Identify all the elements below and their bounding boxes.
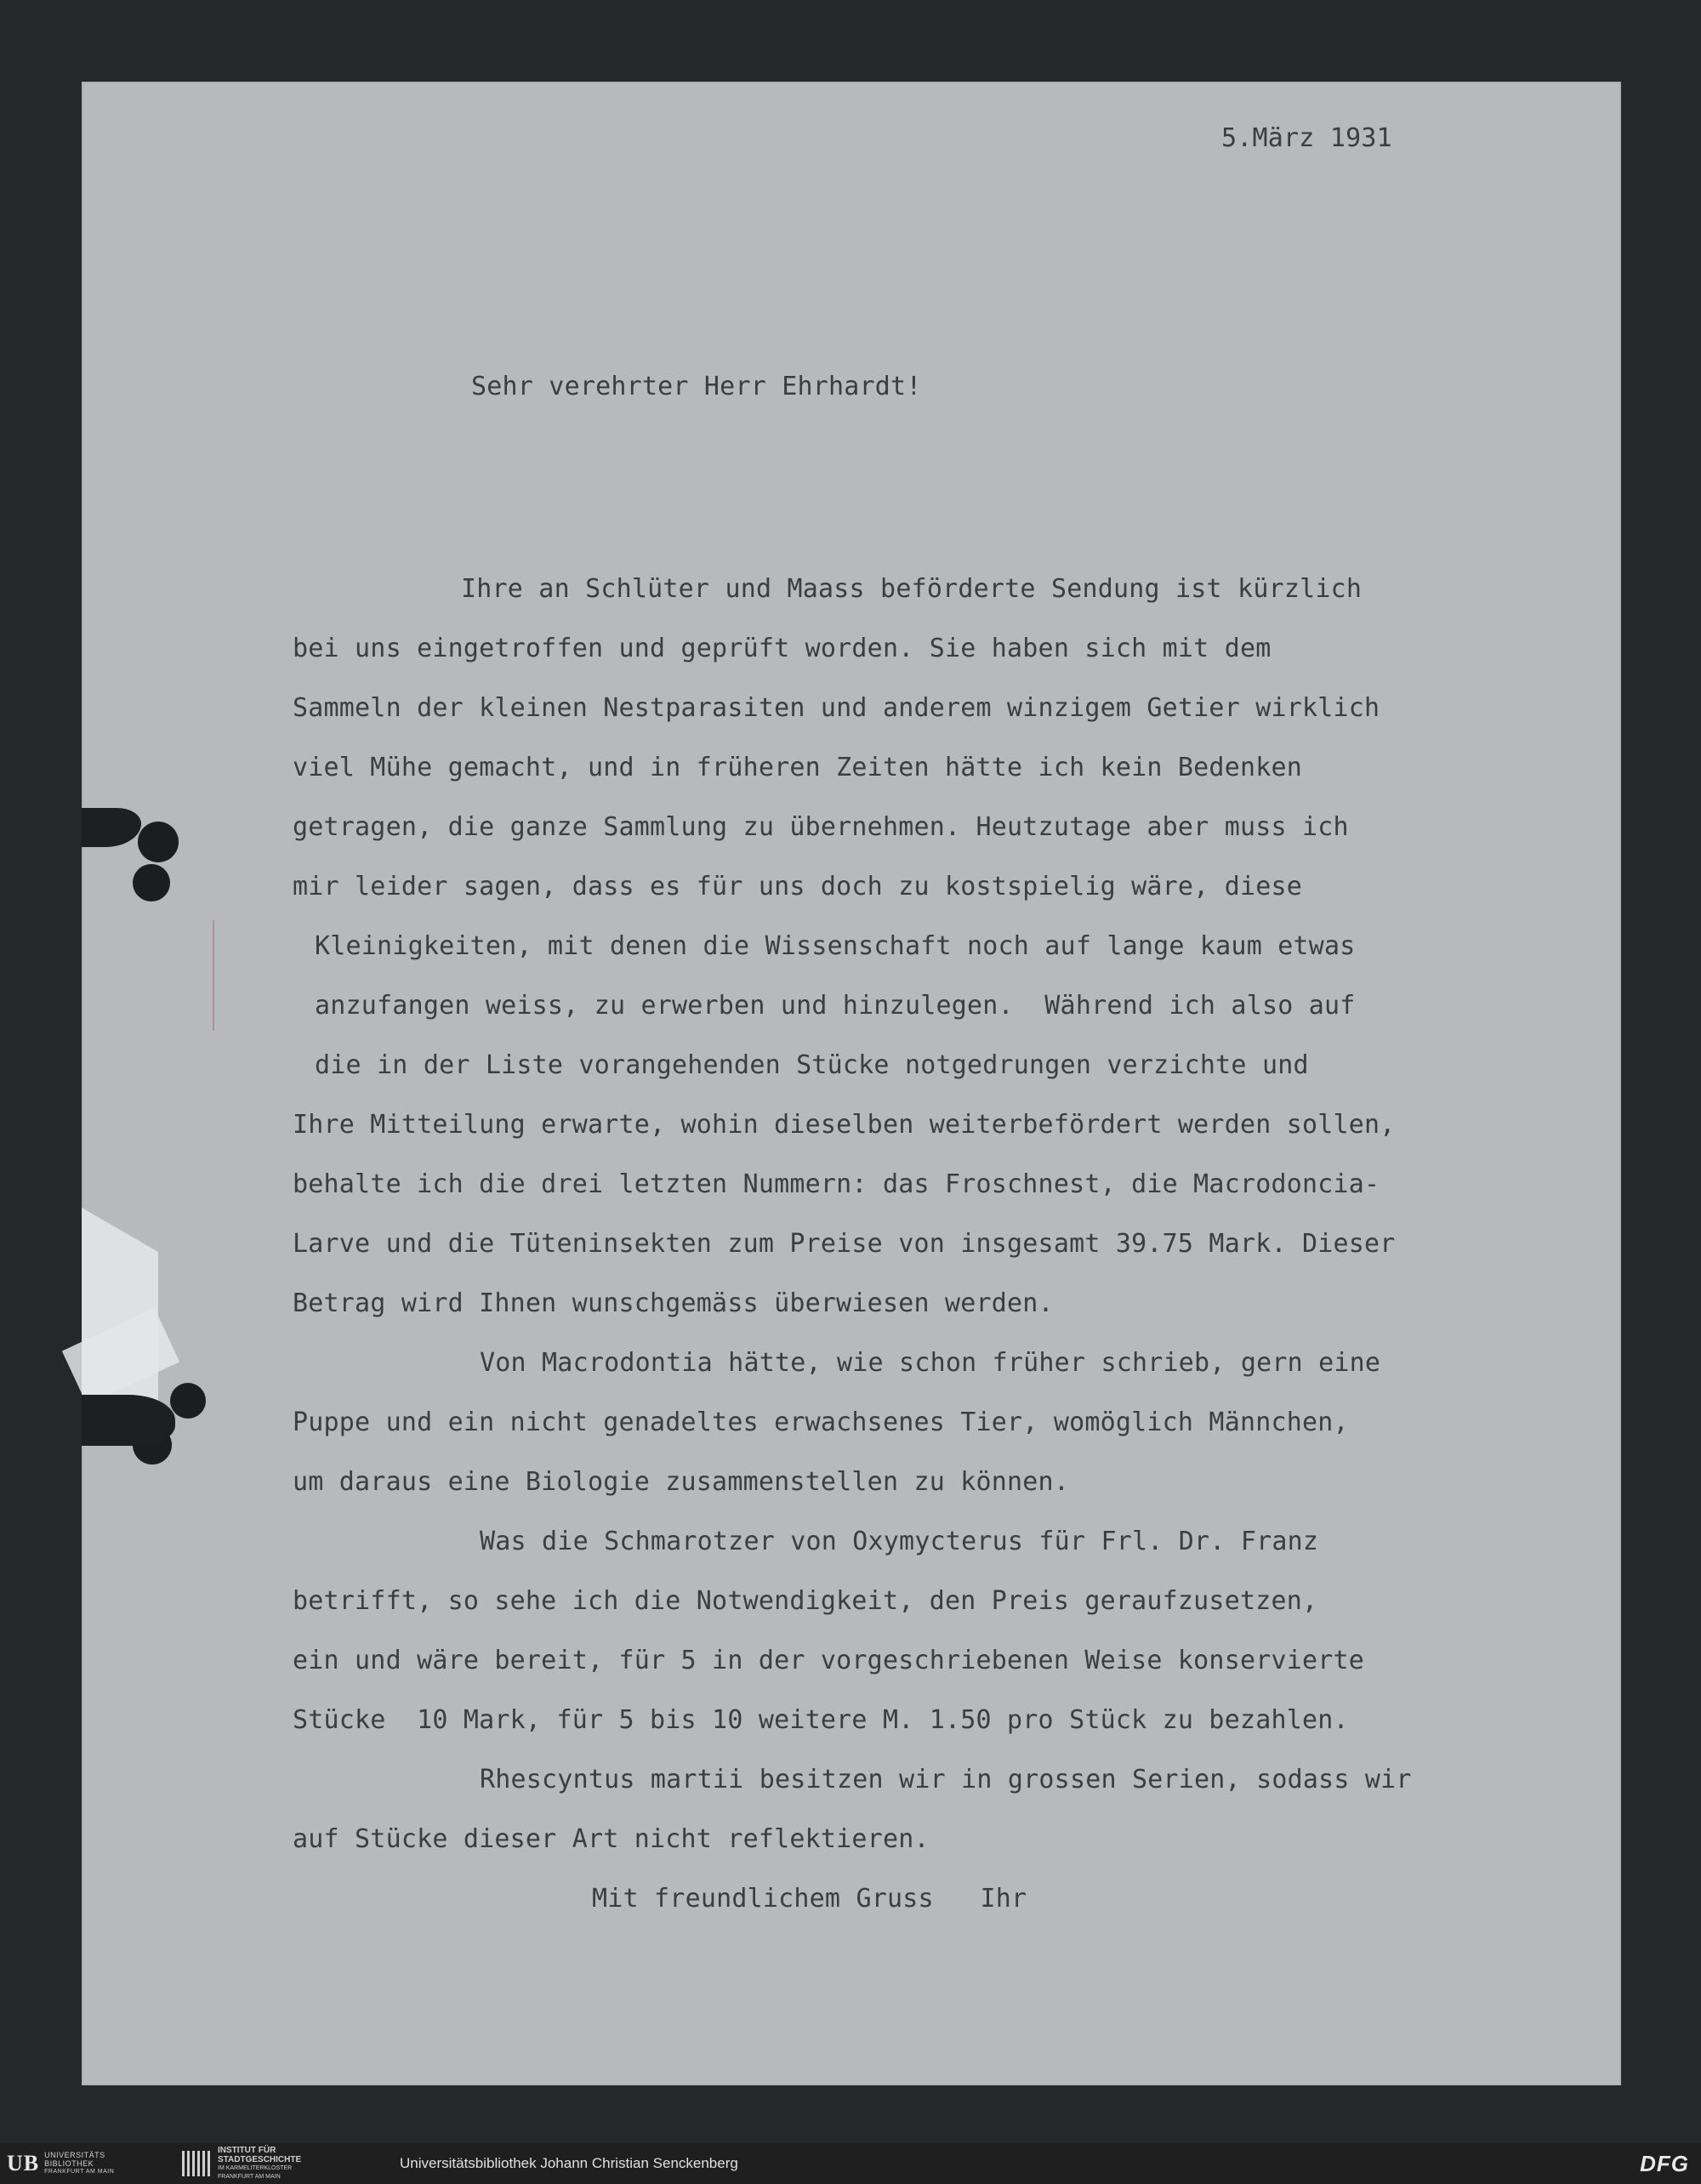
letter-line: Was die Schmarotzer von Oxymycterus für Frl. Dr. Franz bbox=[480, 1527, 1319, 1556]
letter-line: behalte ich die drei letzten Nummern: das Froschnest, die Macrodoncia- bbox=[293, 1169, 1380, 1199]
isg-text-line: STADTGESCHICHTE bbox=[218, 2155, 302, 2164]
letter-line: bei uns eingetroffen und geprüft worden. Sie haben sich mit dem bbox=[293, 634, 1271, 663]
letter-line: ein und wäre bereit, für 5 in der vorgeschriebenen Weise konservierte bbox=[293, 1646, 1365, 1675]
library-name: Universitätsbibliothek Johann Christian Senckenberg bbox=[400, 2155, 738, 2171]
isg-text-line: IM KARMELITERKLOSTER bbox=[218, 2165, 293, 2171]
ub-text-line: FRANKFURT AM MAIN bbox=[44, 2169, 115, 2175]
letter-line: betrifft, so sehe ich die Notwendigkeit, den Preis geraufzusetzen, bbox=[293, 1586, 1318, 1616]
margin-mark bbox=[213, 920, 214, 1031]
punch-hole-top bbox=[138, 822, 179, 862]
punch-hole-top-lower bbox=[133, 864, 170, 901]
ub-logo-text bbox=[44, 2151, 114, 2176]
isg-text-line: INSTITUT FÜR bbox=[218, 2146, 276, 2155]
letter-closing: Mit freundlichem Gruss Ihr bbox=[592, 1884, 1027, 1914]
ub-text-line: UNIVERSITÄTS bbox=[44, 2151, 105, 2159]
isg-columns-icon bbox=[182, 2151, 213, 2176]
punch-hole-bottom bbox=[170, 1383, 206, 1419]
footer-bar bbox=[0, 2143, 1701, 2184]
letter-line: Rhescyntus martii besitzen wir in grossen Serien, sodass wir bbox=[480, 1765, 1412, 1794]
isg-logo-text bbox=[218, 2146, 301, 2181]
isg-text-line: FRANKFURT AM MAIN bbox=[218, 2174, 281, 2180]
letter-line: Puppe und ein nicht genadeltes erwachsenes Tier, womöglich Männchen, bbox=[293, 1408, 1349, 1437]
isg-logo bbox=[182, 2148, 301, 2179]
letter-line: anzufangen weiss, zu erwerben und hinzulegen. Während ich also auf bbox=[315, 991, 1356, 1021]
ub-logo-mark: UB bbox=[7, 2151, 40, 2175]
dfg-logo: DFG bbox=[1640, 2151, 1689, 2176]
letter-salutation: Sehr verehrter Herr Ehrhardt! bbox=[471, 372, 922, 401]
letter-line: mir leider sagen, dass es für uns doch zu kostspielig wäre, diese bbox=[293, 872, 1302, 901]
letter-line: viel Mühe gemacht, und in früheren Zeiten hätte ich kein Bedenken bbox=[293, 753, 1302, 782]
letter-line: die in der Liste vorangehenden Stücke notgedrungen verzichte und bbox=[315, 1050, 1309, 1080]
letter-line: Von Macrodontia hätte, wie schon früher schrieb, gern eine bbox=[480, 1348, 1381, 1378]
letter-line: auf Stücke dieser Art nicht reflektieren. bbox=[293, 1824, 930, 1854]
letter-line: Ihre an Schlüter und Maass beförderte Sendung ist kürzlich bbox=[461, 574, 1363, 604]
letter-line: getragen, die ganze Sammlung zu übernehmen. Heutzutage aber muss ich bbox=[293, 812, 1349, 842]
letter-line: um daraus eine Biologie zusammenstellen zu können. bbox=[293, 1467, 1070, 1497]
letter-line: Kleinigkeiten, mit denen die Wissenschaft noch auf lange kaum etwas bbox=[315, 931, 1356, 961]
letter-line: Larve und die Tüteninsekten zum Preise von insgesamt 39.75 Mark. Dieser bbox=[293, 1229, 1396, 1259]
letter-line: Betrag wird Ihnen wunschgemäss überwiesen werden. bbox=[293, 1288, 1054, 1318]
ub-text-line: BIBLIOTHEK bbox=[44, 2159, 94, 2168]
letter-line: Sammeln der kleinen Nestparasiten und anderem winzigem Getier wirklich bbox=[293, 693, 1380, 723]
letter-date: 5.März 1931 bbox=[1221, 123, 1392, 153]
paper-tear-bottom bbox=[82, 1395, 175, 1446]
letter-line: Ihre Mitteilung erwarte, wohin dieselben weiterbefördert werden sollen, bbox=[293, 1110, 1396, 1140]
letter-line: Stücke 10 Mark, für 5 bis 10 weitere M. 1.50 pro Stück zu bezahlen. bbox=[293, 1705, 1349, 1735]
ub-logo bbox=[7, 2148, 177, 2179]
